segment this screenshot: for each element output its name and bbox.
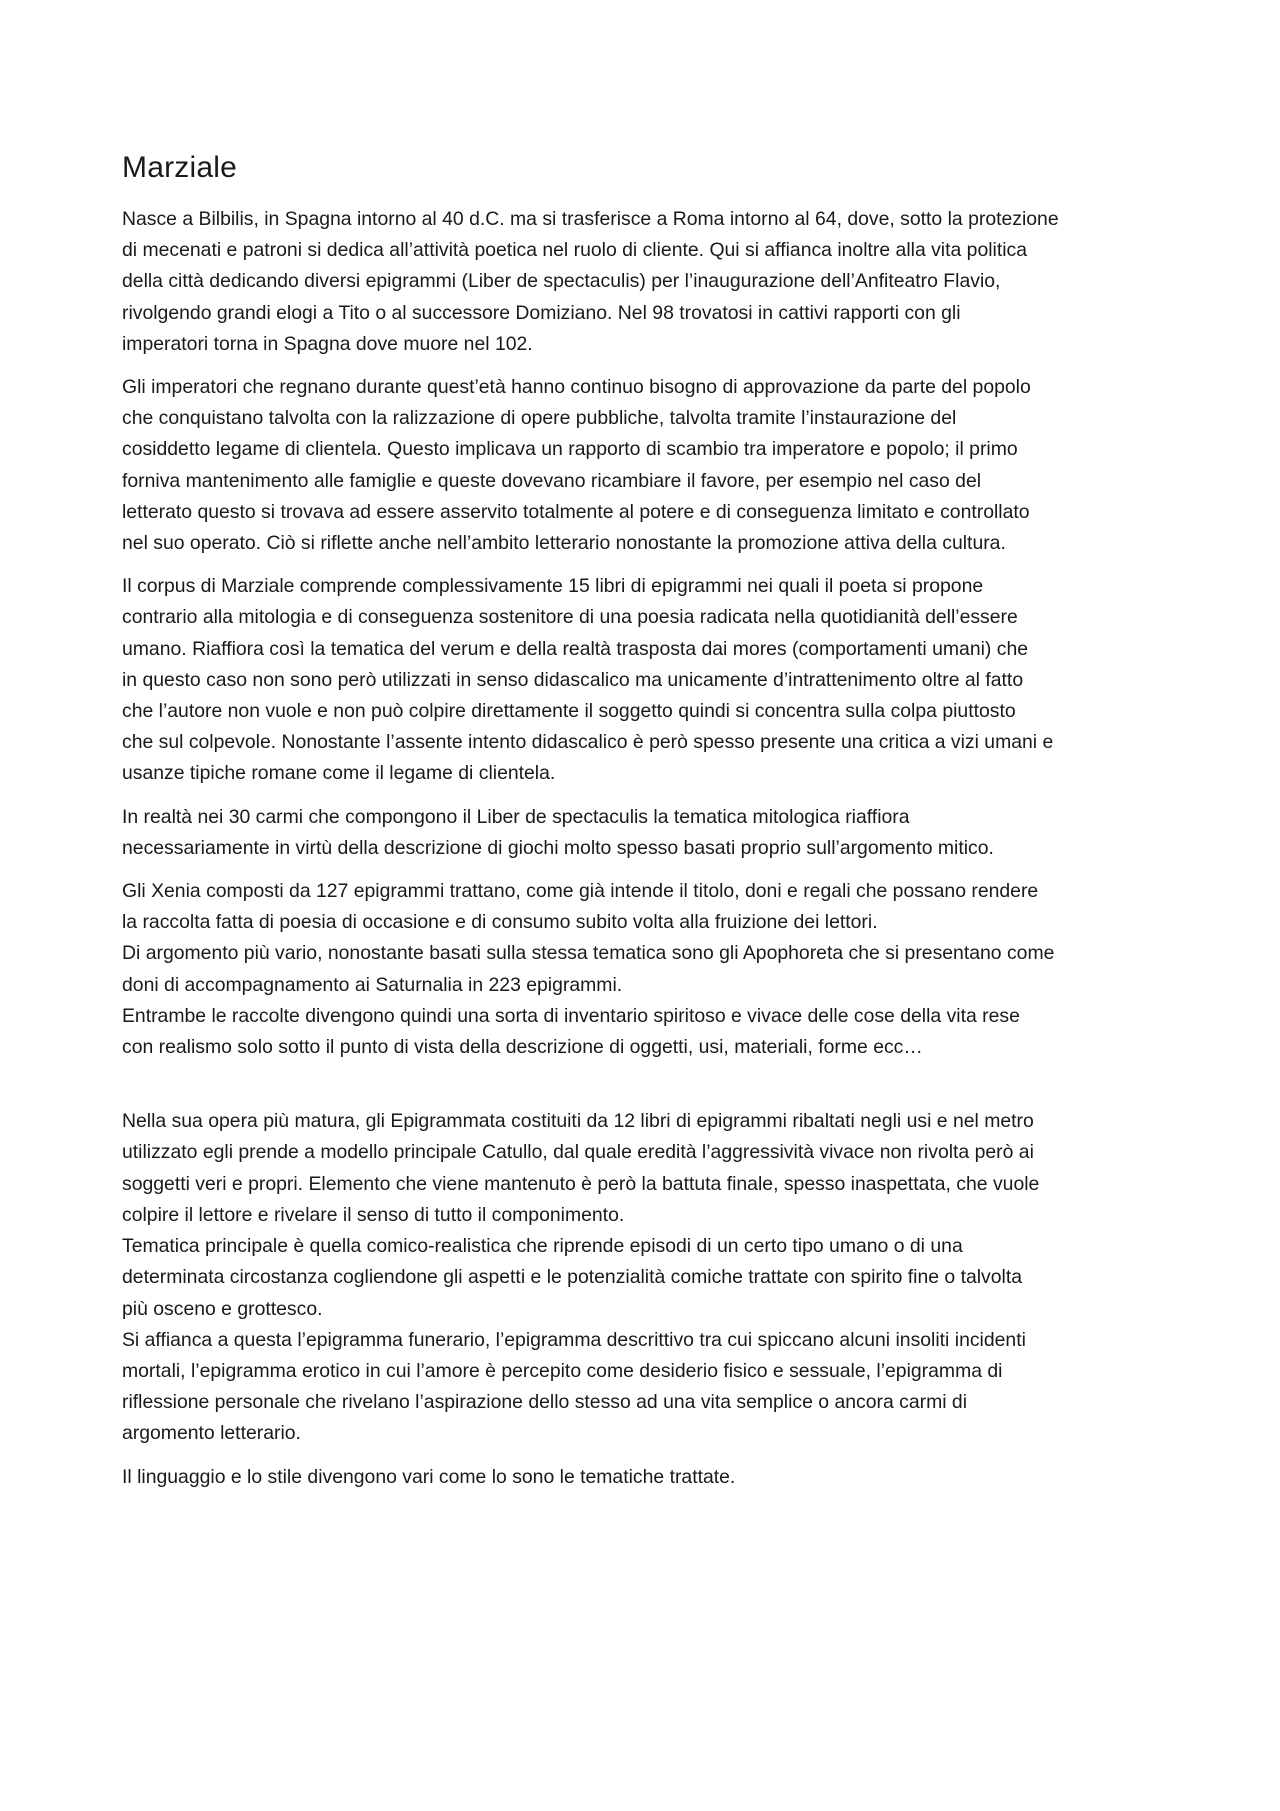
text-line: colpire il lettore e rivelare il senso di tutto il componimento.	[122, 1203, 625, 1226]
paragraph-clientela	[122, 372, 1172, 559]
text-line: Gli imperatori che regnano durante quest’età hanno continuo bisogno di approvazione da parte del popolo	[122, 376, 1031, 399]
text-line: necessariamente in virtù della descrizione di giochi molto spesso basati proprio sull’argomento mitico.	[122, 836, 994, 859]
text-line: doni di accompagnamento ai Saturnalia in 223 epigrammi.	[122, 973, 623, 996]
text-line: Nasce a Bilbilis, in Spagna intorno al 40 d.C. ma si trasferisce a Roma intorno al 64, dove, sotto la protezione	[122, 208, 1059, 230]
text-line: nel suo operato. Ciò si riflette anche nell’ambito letterario nonostante la promozione attiva della cultura.	[122, 532, 1006, 555]
page-title: Marziale	[122, 151, 237, 184]
text-line: che conquistano talvolta con la ralizzazione di opere pubbliche, talvolta tramite l’instaurazione del	[122, 407, 957, 430]
text-line: determinata circostanza cogliendone gli aspetti e le potenzialità comiche trattate con spirito fine o talvolta	[122, 1266, 1023, 1289]
text-line: letterato questo si trovava ad essere asservito totalmente al potere e di conseguenza limitato e controllato	[122, 500, 1030, 523]
text-line: Nella sua opera più matura, gli Epigrammata costituiti da 12 libri di epigrammi ribaltati negli usi e nel metro	[122, 1110, 1034, 1133]
text-line: più osceno e grottesco.	[122, 1297, 323, 1320]
text-line: con realismo solo sotto il punto di vista della descrizione di oggetti, usi, materiali, forme ecc…	[122, 1036, 923, 1059]
paragraph-epigrammata	[122, 1106, 1172, 1449]
text-line: argomento letterario.	[122, 1422, 301, 1445]
text-line: che sul colpevole. Nonostante l’assente intento didascalico è però spesso presente una critica a vizi umani e	[122, 731, 1054, 754]
text-line: Si affianca a questa l’epigramma funerario, l’epigramma descrittivo tra cui spiccano alcuni insoliti incidenti	[122, 1328, 1026, 1351]
paragraph-corpus	[122, 571, 1172, 789]
paragraph-liber-de-spectaculis	[122, 802, 1172, 864]
text-line: la raccolta fatta di poesia di occasione e di consumo subito volta alla fruizione dei lettori.	[122, 911, 878, 934]
text-line: riflessione personale che rivelano l’aspirazione dello stesso ad una vita semplice o ancora carmi di	[122, 1391, 968, 1414]
text-line: contrario alla mitologia e di conseguenza sostenitore di una poesia radicata nella quotidianità dell’essere	[122, 606, 1018, 629]
text-line: imperatori torna in Spagna dove muore nel 102.	[122, 332, 533, 355]
paragraph-linguaggio	[122, 1462, 1172, 1493]
text-line: mortali, l’epigramma erotico in cui l’amore è percepito come desiderio fisico e sessuale, l’epigramma di	[122, 1359, 1003, 1382]
text-line: Entrambe le raccolte divengono quindi una sorta di inventario spiritoso e vivace delle cose della vita rese	[122, 1004, 1020, 1027]
text-line: rivolgendo grandi elogi a Tito o al successore Domiziano. Nel 98 trovatosi in cattivi rapporti con gli	[122, 301, 961, 324]
text-line: che l’autore non vuole e non può colpire direttamente il soggetto quindi si concentra sulla colpa piuttosto	[122, 700, 1016, 723]
document-page	[122, 150, 1172, 1505]
text-line: Gli Xenia composti da 127 epigrammi trattano, come già intende il titolo, doni e regali che possano rendere	[122, 880, 1039, 903]
text-line: soggetti veri e propri. Elemento che viene mantenuto è però la battuta finale, spesso inaspettata, che vuole	[122, 1172, 1040, 1195]
text-line: In realtà nei 30 carmi che compongono il Liber de spectaculis la tematica mitologica riaffiora	[122, 805, 910, 828]
text-line: di mecenati e patroni si dedica all’attività poetica nel ruolo di cliente. Qui si affianca inoltre alla vita politica	[122, 239, 1028, 262]
paragraph-biography	[122, 204, 1172, 360]
text-line: usanze tipiche romane come il legame di clientela.	[122, 762, 556, 785]
paragraph-xenia-apophoreta	[122, 876, 1172, 1063]
text-line: Il linguaggio e lo stile divengono vari come lo sono le tematiche trattate.	[122, 1465, 736, 1488]
text-line: utilizzato egli prende a modello principale Catullo, dal quale eredità l’aggressività vivace non rivolta però ai	[122, 1141, 1034, 1164]
text-line: Il corpus di Marziale comprende complessivamente 15 libri di epigrammi nei quali il poeta si propone	[122, 575, 984, 598]
text-line: forniva mantenimento alle famiglie e queste dovevano ricambiare il favore, per esempio nel caso del	[122, 469, 982, 492]
text-line: cosiddetto legame di clientela. Questo implicava un rapporto di scambio tra imperatore e popolo; il primo	[122, 438, 1018, 461]
blank-line	[122, 1075, 1172, 1106]
text-line: Di argomento più vario, nonostante basati sulla stessa tematica sono gli Apophoreta che si presentano come	[122, 942, 1055, 965]
text-line: in questo caso non sono però utilizzati in senso didascalico ma unicamente d’intrattenimento oltre al fatto	[122, 668, 1024, 691]
text-line: Tematica principale è quella comico-realistica che riprende episodi di un certo tipo umano o di una	[122, 1235, 963, 1258]
text-line: umano. Riaffiora così la tematica del verum e della realtà trasposta dai mores (comportamenti umani) che	[122, 637, 1029, 660]
text-line: della città dedicando diversi epigrammi (Liber de spectaculis) per l’inaugurazione dell’Anfiteatro Flavio,	[122, 270, 1001, 293]
